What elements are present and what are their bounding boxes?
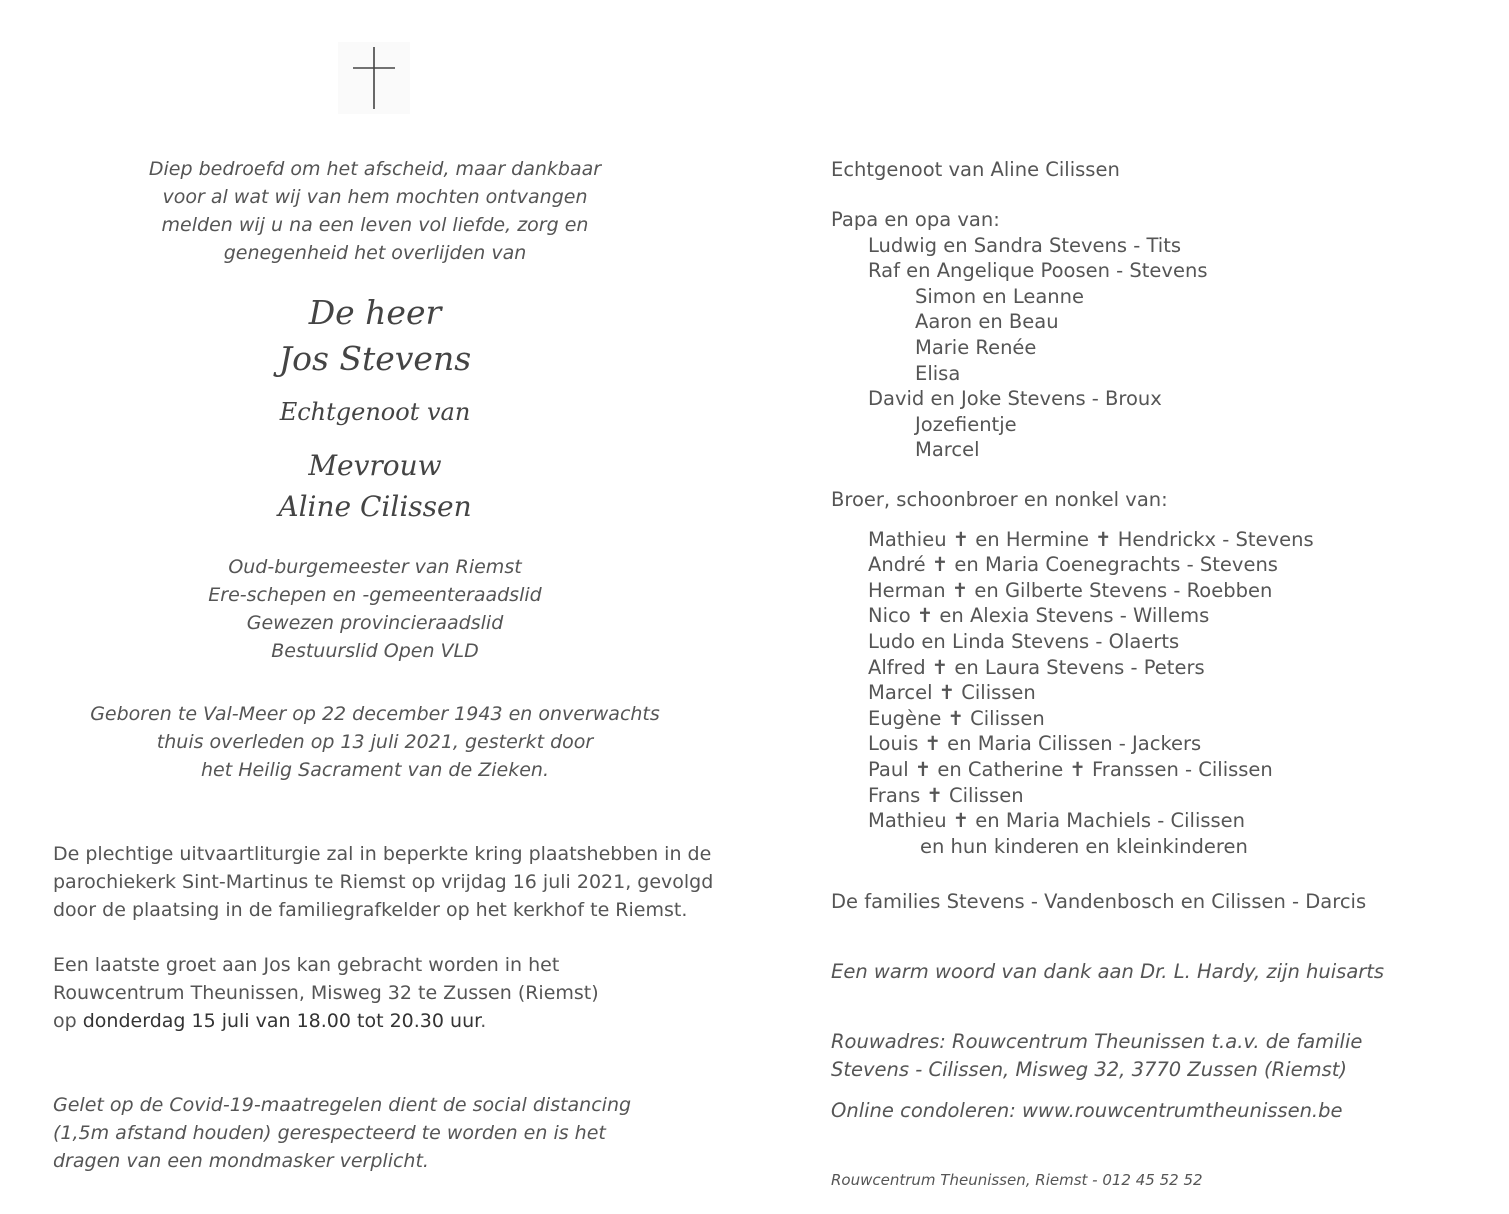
footer-contact: Rouwcentrum Theunissen, Riemst - 012 45 52 52 [831,1171,1203,1189]
sibling-item: Herman ✝ en Gilberte Stevens - Roebben [868,578,1273,602]
spouse-title: Mevrouw [308,449,442,482]
child-item: Raf en Angelique Poosen - Stevens [868,259,1208,283]
child-item: David en Joke Stevens - Broux [868,387,1162,411]
cross-icon: ✝ [926,783,943,807]
siblings-heading: Broer, schoonbroer en nonkel van: [831,488,1168,511]
deceased-name: Jos Stevens [278,339,472,378]
visit-suffix: . [480,1010,487,1032]
titles-block [60,553,690,665]
cross-icon: ✝ [947,706,964,730]
visit-prefix: op [53,1010,83,1032]
visit-paragraph [53,951,733,1035]
sibling-item: Ludo en Linda Stevens - Olaerts [868,629,1180,653]
visit-line-datetime [53,1007,733,1035]
intro-line: Diep bedroefd om het afscheid, maar dankbaar [148,158,602,180]
grandchild-item: Aaron en Beau [915,310,1059,334]
birth-line: het Heilig Sacrament van de Zieken. [201,759,549,781]
deceased-name-block [60,290,690,382]
cross-icon [338,42,410,114]
sibling-item: Louis ✝ en Maria Cilissen - Jackers [868,732,1202,756]
sibling-item: Nico ✝ en Alexia Stevens - Willems [868,604,1210,628]
covid-line: (1,5m afstand houden) gerespecteerd te worden en is het [53,1122,606,1144]
birth-death-block [60,700,690,784]
funeral-line: parochiekerk Sint-Martinus te Riemst op vrijdag 16 juli 2021, gevolgd [53,871,714,893]
sibling-item: André ✝ en Maria Coenegrachts - Stevens [868,553,1278,577]
mourning-address [831,1028,1491,1084]
spouse-name: Aline Cilissen [278,490,472,523]
birth-line: thuis overleden op 13 juli 2021, gesterkt door [156,731,594,753]
cross-symbol [338,42,410,114]
sibling-item: Paul ✝ en Catherine ✝ Franssen - Cilissen [868,757,1273,781]
covid-line: Gelet op de Covid-19-maatregelen dient de social distancing [53,1094,632,1116]
cross-icon: ✝ [952,809,970,833]
intro-line: voor al wat wij van hem mochten ontvangen [162,186,588,208]
cross-icon: ✝ [931,655,949,679]
siblings-children-line: en hun kinderen en kleinkinderen [920,834,1248,858]
child-item: Ludwig en Sandra Stevens - Tits [868,233,1182,257]
cross-icon: ✝ [1069,757,1086,781]
cross-icon: ✝ [916,604,934,628]
covid-line: dragen van een mondmasker verplicht. [53,1150,429,1172]
spouse-line: Echtgenoot van Aline Cilissen [831,158,1120,181]
sibling-item: Alfred ✝ en Laura Stevens - Peters [868,655,1205,679]
thanks-line: Een warm woord van dank aan Dr. L. Hardy, zijn huisarts [831,960,1385,983]
funeral-paragraph [53,840,733,924]
families-line: De families Stevens - Vandenbosch en Cilissen - Darcis [831,890,1367,913]
grandchild-item: Simon en Leanne [915,284,1085,308]
children-list [831,207,1491,463]
online-condolence-line: Online condoleren: www.rouwcentrumtheunissen.be [831,1099,1343,1122]
cross-icon: ✝ [938,681,956,705]
grandchild-item: Marie Renée [915,335,1037,359]
spouse-of-label: Echtgenoot van [279,398,471,426]
deceased-title: De heer [308,293,442,332]
cross-icon: ✝ [952,527,970,551]
funeral-line: door de plaatsing in de familiegrafkelder op het kerkhof te Riemst. [53,899,688,921]
sibling-item: Eugène ✝ Cilissen [868,706,1045,730]
funeral-line: De plechtige uitvaartliturgie zal in beperkte kring plaatshebben in de [53,843,712,865]
siblings-list [831,487,1491,859]
cross-icon: ✝ [931,553,949,577]
visit-datetime: donderdag 15 juli van 18.00 tot 20.30 uur [82,1010,481,1032]
intro-text [60,155,690,267]
title-line: Oud-burgemeester van Riemst [228,556,522,578]
grandchild-item: Elisa [915,361,961,385]
cross-icon: ✝ [1095,527,1112,551]
visit-line: Rouwcentrum Theunissen, Misweg 32 te Zussen (Riemst) [53,982,599,1004]
sibling-item: Frans ✝ Cilissen [868,783,1024,807]
covid-notice [53,1091,733,1175]
cross-icon: ✝ [951,578,969,602]
spouse-name-block [60,445,690,527]
intro-line: melden wij u na een leven vol liefde, zorg en [161,214,589,236]
title-line: Gewezen provincieraadslid [246,612,504,634]
address-line: Rouwadres: Rouwcentrum Theunissen t.a.v. de familie [831,1030,1363,1053]
title-line: Bestuurslid Open VLD [271,640,479,662]
birth-line: Geboren te Val-Meer op 22 december 1943 en onverwachts [90,703,660,725]
title-line: Ere-schepen en -gemeenteraadslid [208,584,542,606]
sibling-item: Marcel ✝ Cilissen [868,681,1036,705]
intro-line: genegenheid het overlijden van [223,242,527,264]
address-line: Stevens - Cilissen, Misweg 32, 3770 Zussen (Riemst) [831,1058,1347,1081]
sibling-item: Mathieu ✝ en Hermine ✝ Hendrickx - Stevens [868,527,1314,551]
cross-icon: ✝ [914,757,932,781]
visit-line: Een laatste groet aan Jos kan gebracht worden in het [53,954,560,976]
grandchild-item: Jozefientje [915,412,1017,436]
sibling-item: Mathieu ✝ en Maria Machiels - Cilissen [868,809,1246,833]
children-heading: Papa en opa van: [831,208,1000,231]
grandchild-item: Marcel [915,438,980,462]
cross-icon: ✝ [924,732,941,756]
